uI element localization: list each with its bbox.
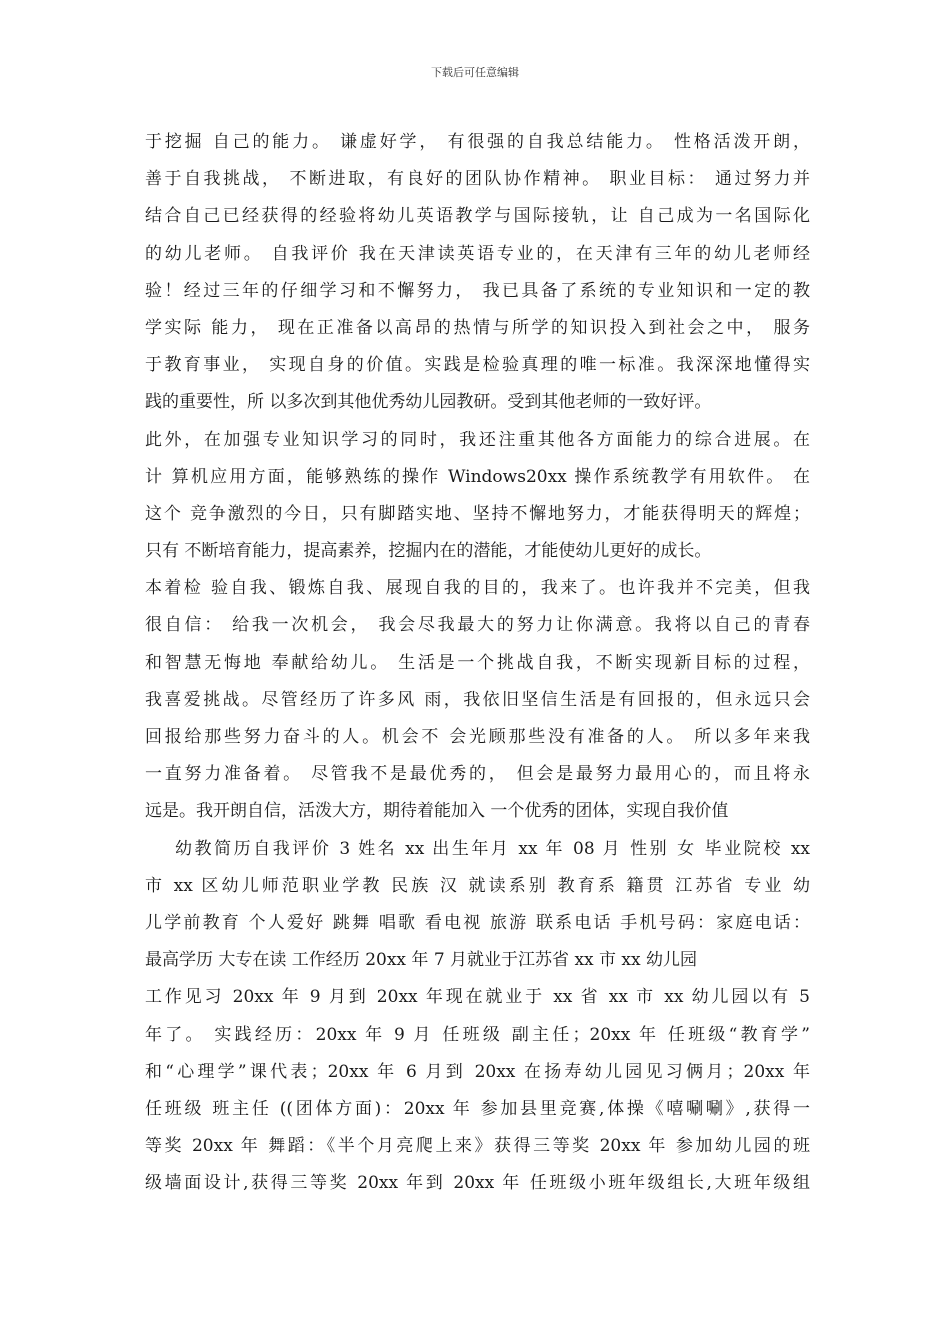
text-line: 级墙面设计,获得三等奖 20xx 年到 20xx 年 任班级小班年级组长,大班年级组 xyxy=(145,1173,810,1194)
text-line: 于教育事业， 实现自身的价值。实践是检验真理的唯一标准。我深深地懂得实 xyxy=(145,355,810,376)
text-line: 只有 不断培育能力，提高素养，挖掘内在的潜能，才能使幼儿更好的成长。 xyxy=(145,541,712,562)
text-line: 市 xx 区幼儿师范职业学教 民族 汉 就读系别 教育系 籍贯 江苏省 专业 幼 xyxy=(145,875,810,896)
text-line: 的幼儿老师。 自我评价 我在天津读英语专业的，在天津有三年的幼儿老师经 xyxy=(145,243,810,264)
text-line: 很自信： 给我一次机会， 我会尽我最大的努力让你满意。我将以自己的青春 xyxy=(145,615,810,636)
text-line: 践的重要性，所 以多次到其他优秀幼儿园教研。受到其他老师的一致好评。 xyxy=(145,392,712,413)
document-body xyxy=(145,124,810,1202)
text-line: 此外，在加强专业知识学习的同时，我还注重其他各方面能力的综合进展。在 xyxy=(145,429,810,450)
text-line: 工作见习 20xx 年 9 月到 20xx 年现在就业于 xx 省 xx 市 xx 幼儿园以有 5 xyxy=(145,987,810,1008)
text-line: 验！经过三年的仔细学习和不懈努力， 我已具备了系统的专业知识和一定的教 xyxy=(145,280,810,301)
text-line: 结合自己已经获得的经验将幼儿英语教学与国际接轨，让 自己成为一名国际化 xyxy=(145,206,810,227)
text-line: 学实际 能力， 现在正准备以高昂的热情与所学的知识投入到社会之中， 服务 xyxy=(145,317,810,338)
text-line: 最高学历 大专在读 工作经历 20xx 年 7 月就业于江苏省 xx 市 xx 幼儿园 xyxy=(145,950,698,971)
text-line: 和智慧无悔地 奉献给幼儿。 生活是一个挑战自我，不断实现新目标的过程， xyxy=(145,652,810,673)
text-line: 我喜爱挑战。尽管经历了许多风 雨，我依旧坚信生活是有回报的，但永远只会 xyxy=(145,689,810,710)
text-line: 任班级 班主任 ((团体方面)：20xx 年 参加县里竞赛,体操《嘻唰唰》,获得一 xyxy=(145,1098,810,1119)
text-line: 本着检 验自我、锻炼自我、展现自我的目的，我来了。也许我并不完美，但我 xyxy=(145,578,810,599)
text-line: 于挖掘 自己的能力。 谦虚好学， 有很强的自我总结能力。 性格活泼开朗， xyxy=(145,132,810,152)
page-header: 下载后可任意编辑 xyxy=(431,66,519,79)
text-line: 善于自我挑战， 不断进取，有良好的团队协作精神。 职业目标： 通过努力并 xyxy=(145,169,810,190)
text-line: 一直努力准备着。 尽管我不是最优秀的， 但会是最努力最用心的，而且将永 xyxy=(145,764,810,785)
text-line: 远是。我开朗自信，活泼大方，期待着能加入 一个优秀的团体，实现自我价值 xyxy=(145,801,729,822)
text-line: 年了。 实践经历：20xx 年 9 月 任班级 副主任；20xx 年 任班级“教育学” xyxy=(145,1024,810,1045)
text-line: 计 算机应用方面，能够熟练的操作 Windows20xx 操作系统教学有用软件。 在 xyxy=(145,466,810,487)
text-line: 回报给那些努力奋斗的人。机会不 会光顾那些没有准备的人。 所以多年来我 xyxy=(145,727,810,747)
text-line: 和“心理学”课代表；20xx 年 6 月到 20xx 在扬寿幼儿园见习俩月；20xx 年 xyxy=(145,1061,810,1082)
text-line: 等奖 20xx 年 舞蹈：《半个月亮爬上来》获得三等奖 20xx 年 参加幼儿园的班 xyxy=(145,1136,810,1157)
text-line: 这个 竞争激烈的今日，只有脚踏实地、坚持不懈地努力，才能获得明天的辉煌； xyxy=(145,503,810,524)
text-line: 儿学前教育 个人爱好 跳舞 唱歌 看电视 旅游 联系电话 手机号码：家庭电话： xyxy=(145,912,810,933)
section-start-line: 幼教简历自我评价 3 姓名 xx 出生年月 xx 年 08 月 性别 女 毕业院校 xx xyxy=(175,838,810,859)
